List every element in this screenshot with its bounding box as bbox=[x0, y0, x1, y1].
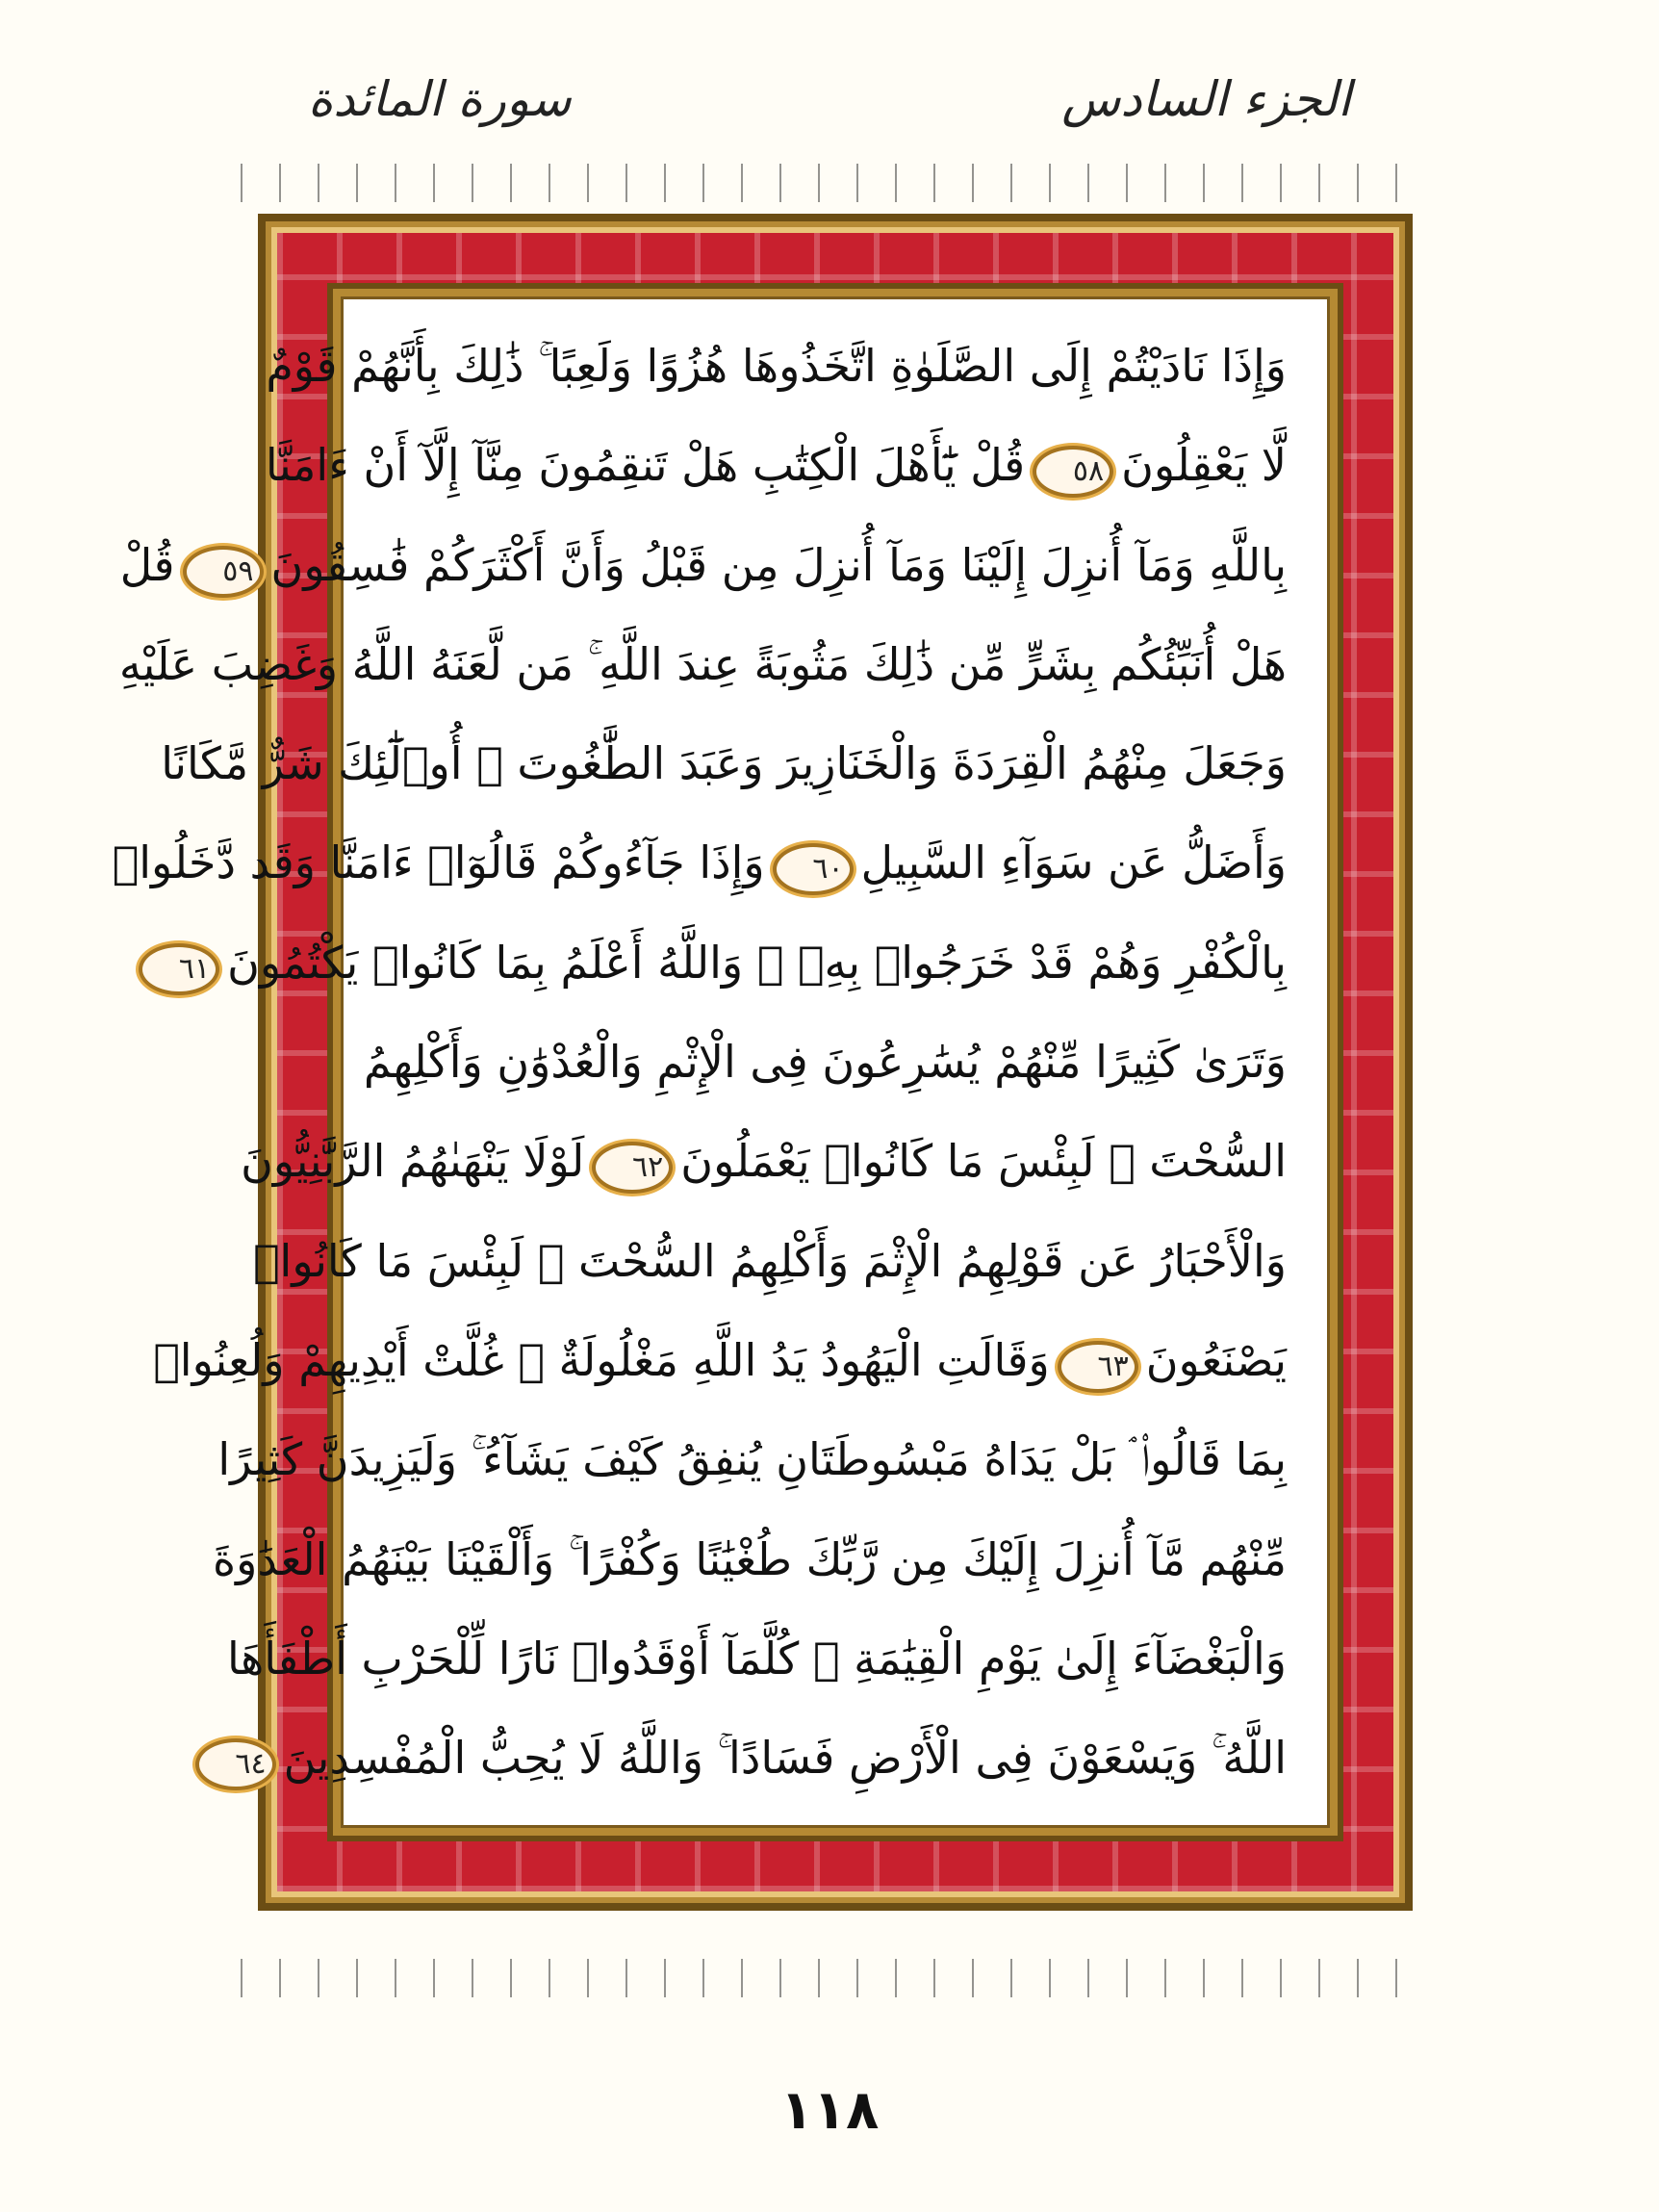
ayah-marker: ٥٩ bbox=[183, 546, 264, 598]
gold-border bbox=[112, 283, 1343, 1841]
verse-line: لَّا يَعْقِلُونَ٥٨قُلْ يَٰٓأَهْلَ الْكِتَٰبِ هَلْ تَنقِمُونَ مِنَّآ إِلَّآ أَنْ ءَامَنَّا bbox=[384, 425, 1287, 505]
page-number: ١١٨ bbox=[779, 2079, 880, 2142]
ayah-marker: ٦١ bbox=[139, 943, 219, 995]
surah-title: سورة المائدة bbox=[308, 71, 572, 127]
verse-line: وَالْأَحْبَارُ عَن قَوْلِهِمُ الْإِثْمَ وَأَكْلِهِمُ السُّحْتَ ۚ لَبِئْسَ مَا كَانُوا۟ bbox=[252, 1234, 1287, 1287]
top-ornament bbox=[241, 164, 1430, 202]
verse-line: هَلْ أُنَبِّئُكُم بِشَرٍّ مِّن ذَٰلِكَ مَثُوبَةً عِندَ اللَّهِ ۚ مَن لَّعَنَهُ اللَّهُ وَغَضِبَ عَلَيْهِ bbox=[118, 637, 1287, 690]
verse-line: اللَّهُ ۚ وَيَسْعَوْنَ فِى الْأَرْضِ فَسَادًا ۚ وَاللَّهُ لَا يُحِبُّ الْمُفْسِدِينَ٦٤ bbox=[384, 1718, 1287, 1798]
verse-line: يَصْنَعُونَ٦٣وَقَالَتِ الْيَهُودُ يَدُ اللَّهِ مَغْلُولَةٌ ۚ غُلَّتْ أَيْدِيهِمْ وَلُعِنُوا۟ bbox=[384, 1321, 1287, 1401]
verse-line: وَتَرَىٰ كَثِيرًا مِّنْهُمْ يُسَٰرِعُونَ فِى الْإِثْمِ وَالْعُدْوَٰنِ وَأَكْلِهِمُ bbox=[363, 1036, 1287, 1089]
verse-line: مِّنْهُم مَّآ أُنزِلَ إِلَيْكَ مِن رَّبِّكَ طُغْيَٰنًا وَكُفْرًا ۚ وَأَلْقَيْنَا بَيْنَهُمُ الْعَدَٰوَةَ bbox=[213, 1532, 1287, 1585]
ayah-marker: ٦٣ bbox=[1058, 1341, 1138, 1393]
verse-lines bbox=[112, 326, 1287, 1798]
verse-line: وَالْبَغْضَآءَ إِلَىٰ يَوْمِ الْقِيَٰمَةِ ۚ كُلَّمَآ أَوْقَدُوا۟ نَارًا لِّلْحَرْبِ أَطْفَأَهَا bbox=[226, 1632, 1287, 1685]
decorative-frame bbox=[112, 214, 1413, 1911]
page-header bbox=[308, 56, 1351, 142]
verse-line: السُّحْتَ ۚ لَبِئْسَ مَا كَانُوا۟ يَعْمَلُونَ٦٢لَوْلَا يَنْهَىٰهُمُ الرَّبَّٰنِيُّونَ bbox=[384, 1121, 1287, 1201]
juz-title: الجزء السادس bbox=[1061, 71, 1351, 127]
verse-line: بِمَا قَالُوا۟ ۘ بَلْ يَدَاهُ مَبْسُوطَتَانِ يُنفِقُ كَيْفَ يَشَآءُ ۚ وَلَيَزِيدَنَّ كَثِيرًا bbox=[217, 1433, 1287, 1486]
text-panel bbox=[112, 296, 1330, 1828]
ayah-marker: ٥٨ bbox=[1033, 446, 1113, 498]
verse-line: وَأَضَلُّ عَن سَوَآءِ السَّبِيلِ٦٠وَإِذَا جَآءُوكُمْ قَالُوٓا۟ ءَامَنَّا وَقَد دَّخَلُوا۟ bbox=[384, 823, 1287, 903]
verse-line: وَجَعَلَ مِنْهُمُ الْقِرَدَةَ وَالْخَنَازِيرَ وَعَبَدَ الطَّٰغُوتَ ۚ أُو۟لَٰٓئِكَ شَرٌّ مَّكَانًا bbox=[161, 737, 1287, 790]
ayah-marker: ٦٠ bbox=[773, 843, 854, 895]
verse-line: وَإِذَا نَادَيْتُمْ إِلَى الصَّلَوٰةِ اتَّخَذُوهَا هُزُوًا وَلَعِبًا ۚ ذَٰلِكَ بِأَنَّهُمْ قَوْمٌ bbox=[266, 340, 1287, 392]
ayah-marker: ٦٤ bbox=[195, 1738, 276, 1790]
ayah-marker: ٦٢ bbox=[592, 1142, 673, 1194]
bottom-ornament bbox=[241, 1959, 1430, 1997]
verse-line: بِالْكُفْرِ وَهُمْ قَدْ خَرَجُوا۟ بِهِۦ ۚ وَاللَّهُ أَعْلَمُ بِمَا كَانُوا۟ يَكْتُمُونَ٦١ bbox=[384, 923, 1287, 1003]
verse-line: بِاللَّهِ وَمَآ أُنزِلَ إِلَيْنَا وَمَآ أُنزِلَ مِن قَبْلُ وَأَنَّ أَكْثَرَكُمْ فَٰسِقُونَ٥٩قُلْ bbox=[384, 526, 1287, 605]
